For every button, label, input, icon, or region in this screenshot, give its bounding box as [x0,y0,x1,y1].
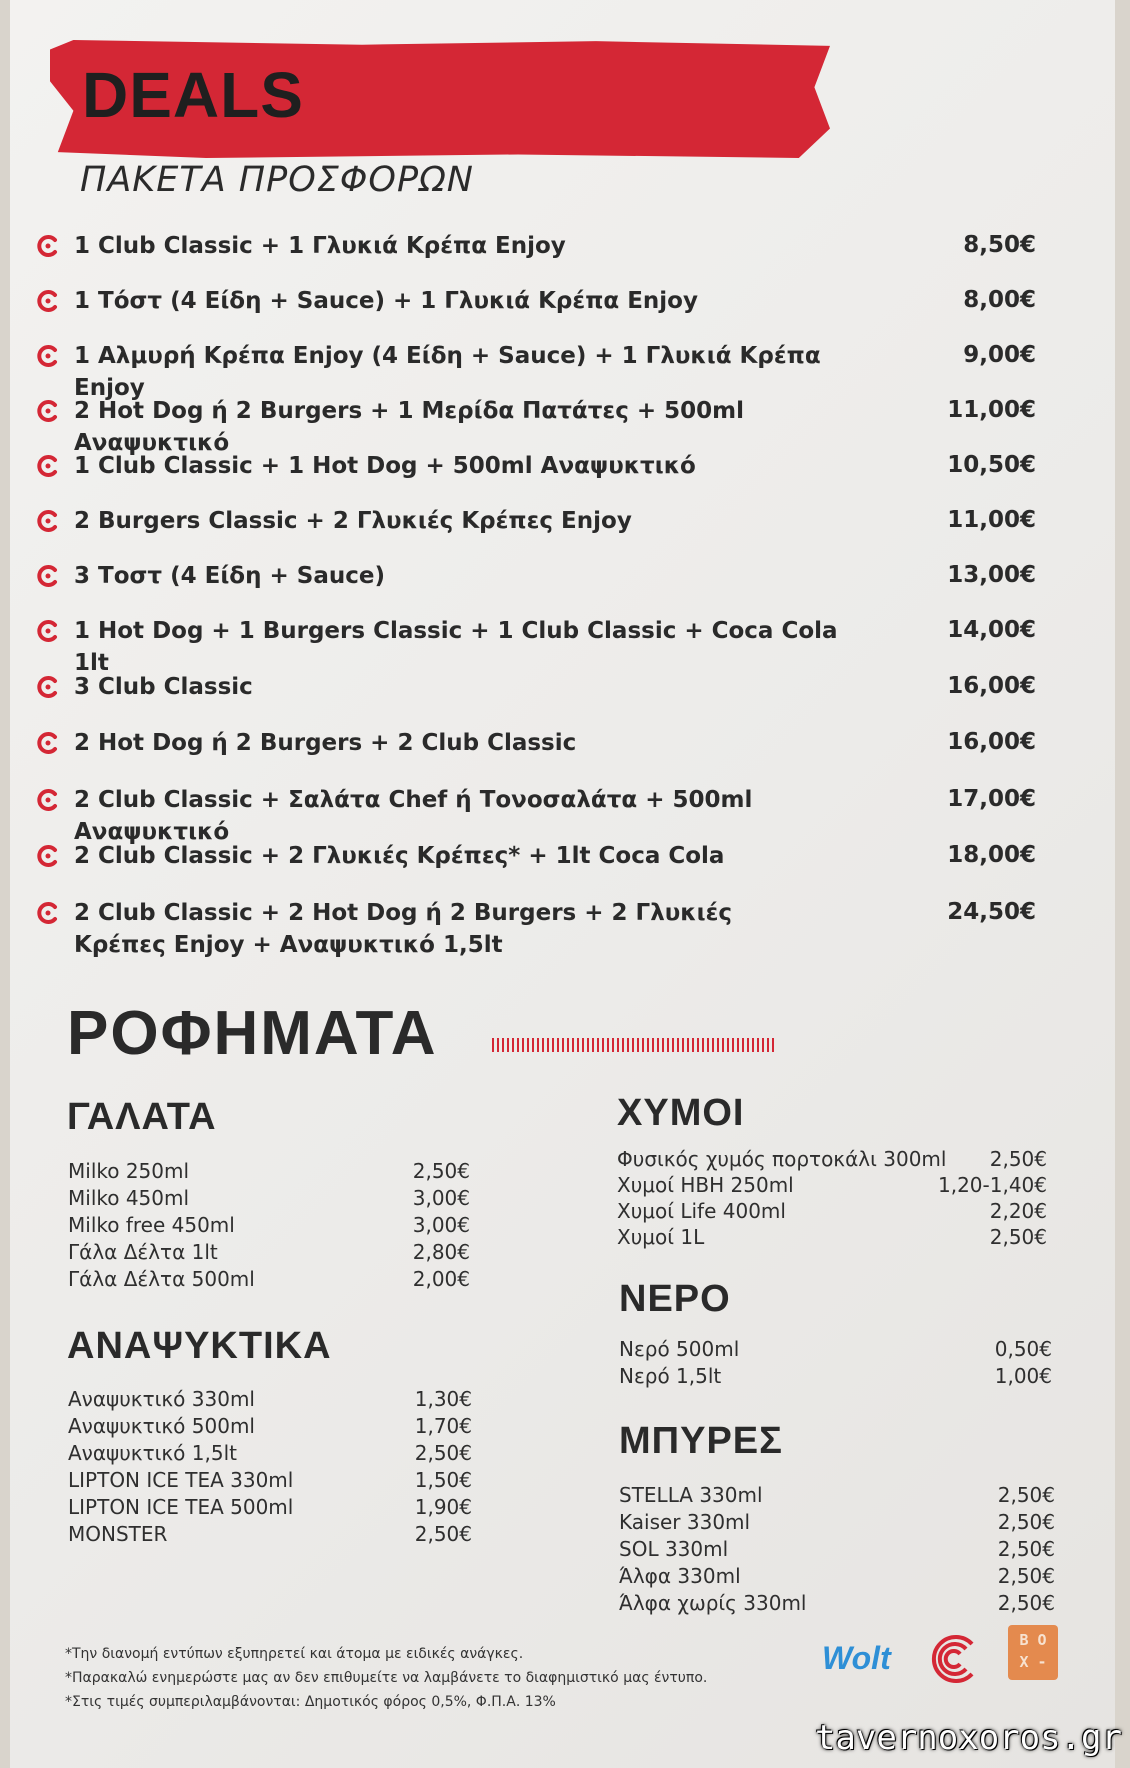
brand-c-logo-icon [926,1630,984,1688]
drink-item [68,1440,472,1467]
deal-price: 24,50€ [947,899,1036,925]
drink-price: 2,50€ [997,1591,1055,1615]
deal-price: 8,50€ [963,232,1036,258]
deal-price: 11,00€ [947,397,1036,423]
drink-item [617,1172,1047,1199]
deal-price: 11,00€ [947,507,1036,533]
deal-item [36,501,1046,541]
drink-name: Γάλα Δέλτα 1lt [68,1240,218,1264]
deal-price: 9,00€ [963,342,1036,368]
box-logo: B O X - [1008,1625,1058,1680]
drink-name: STELLA 330ml [619,1483,763,1507]
red-c-logo-icon [36,234,60,258]
drink-price: 2,50€ [414,1441,472,1465]
water-title: ΝΕΡΟ [619,1278,731,1320]
deal-name: 2 Club Classic + Σαλάτα Chef ή Τονοσαλάτα + 500ml Αναψυκτικό [74,787,753,845]
drink-price: 2,50€ [414,1522,472,1546]
red-c-logo-icon [36,731,60,755]
drink-price: 2,50€ [997,1483,1055,1507]
deal-item [36,556,1046,596]
deal-item [36,226,1046,266]
drink-price: 2,50€ [997,1564,1055,1588]
drink-name: Άλφα 330ml [619,1564,741,1588]
drink-price: 0,50€ [994,1337,1052,1361]
deal-name: 2 Hot Dog ή 2 Burgers + 2 Club Classic [74,730,577,756]
deal-price: 17,00€ [947,786,1036,812]
deal-name: 2 Burgers Classic + 2 Γλυκιές Κρέπες Enjoy [74,508,632,534]
drink-name: Χυμοί Life 400ml [617,1199,786,1223]
drink-item [617,1224,1047,1251]
deal-price: 16,00€ [947,673,1036,699]
deal-item [36,893,1046,958]
drink-price: 2,50€ [997,1537,1055,1561]
drink-item [68,1185,470,1212]
watermark: tavernoxoros.gr [814,1718,1122,1758]
drink-price: 3,00€ [412,1186,470,1210]
footnote: *Στις τιμές συμπεριλαμβάνονται: Δημοτικός φόρος 0,5%, Φ.Π.Α. 13% [65,1694,556,1710]
deal-item [36,336,1046,401]
deal-price: 13,00€ [947,562,1036,588]
deal-item [36,281,1046,321]
drink-price: 1,30€ [414,1387,472,1411]
drink-price: 2,50€ [989,1147,1047,1171]
deal-item [36,836,1046,876]
drink-name: LIPTON ICE TEA 500ml [68,1495,294,1519]
deal-name: 1 Αλμυρή Κρέπα Enjoy (4 Είδη + Sauce) + 1 Γλυκιά Κρέπα Enjoy [74,343,821,401]
red-c-logo-icon [36,289,60,313]
drink-item [68,1212,470,1239]
deals-title: DEALS [82,59,304,131]
footnote: *Παρακαλώ ενημερώστε μας αν δεν επιθυμείτε να λαμβάνετε το διαφημιστικό μας έντυπο. [65,1670,708,1686]
drinks-title: ΡΟΦΗΜΑΤΑ [67,999,438,1068]
red-c-logo-icon [36,675,60,699]
drink-item [619,1509,1055,1536]
drink-name: Milko free 450ml [68,1213,235,1237]
red-c-logo-icon [36,844,60,868]
drink-item [617,1198,1047,1225]
drink-price: 2,00€ [412,1267,470,1291]
drink-price: 1,50€ [414,1468,472,1492]
drink-item [617,1146,1047,1173]
deal-price: 16,00€ [947,729,1036,755]
drink-name: Milko 250ml [68,1159,190,1183]
red-c-logo-icon [36,788,60,812]
deal-item [36,446,1046,486]
drink-item [68,1413,472,1440]
decorative-hatch [492,1038,775,1052]
drink-item [68,1386,472,1413]
deal-price: 18,00€ [947,842,1036,868]
footnote: *Την διανομή εντύπων εξυπηρετεί και άτομα με ειδικές ανάγκες. [65,1646,524,1662]
drink-price: 2,50€ [412,1159,470,1183]
drink-price: 1,00€ [994,1364,1052,1388]
drink-name: SOL 330ml [619,1537,729,1561]
drink-name: Νερό 500ml [619,1337,740,1361]
wolt-logo: Wolt [822,1640,891,1676]
drink-name: MONSTER [68,1522,168,1546]
drink-item [619,1590,1055,1617]
drink-name: LIPTON ICE TEA 330ml [68,1468,294,1492]
deal-price: 14,00€ [947,617,1036,643]
red-c-logo-icon [36,399,60,423]
deal-item [36,780,1046,845]
deal-name: 1 Τόστ (4 Είδη + Sauce) + 1 Γλυκιά Κρέπα Enjoy [74,288,698,314]
deal-name: 2 Club Classic + 2 Hot Dog ή 2 Burgers + 2 Γλυκιές Κρέπες Enjoy + Αναψυκτικό 1,5lt [74,900,733,958]
deal-item [36,611,1046,676]
milks-title: ΓΑΛΑΤΑ [67,1096,217,1138]
drink-price: 2,20€ [989,1199,1047,1223]
drink-item [68,1158,470,1185]
deal-item [36,723,1046,763]
drink-item [68,1467,472,1494]
drink-name: Άλφα χωρίς 330ml [619,1591,807,1615]
soft-drinks-title: ΑΝΑΨΥΚΤΙΚΑ [67,1325,332,1367]
deal-name: 1 Club Classic + 1 Γλυκιά Κρέπα Enjoy [74,233,566,259]
juices-title: ΧΥΜΟΙ [617,1092,745,1134]
drink-price: 2,50€ [997,1510,1055,1534]
deal-item [36,667,1046,707]
drink-name: Milko 450ml [68,1186,190,1210]
drink-item [619,1363,1052,1390]
red-c-logo-icon [36,619,60,643]
drink-name: Kaiser 330ml [619,1510,751,1534]
red-c-logo-icon [36,564,60,588]
deal-name: 1 Club Classic + 1 Hot Dog + 500ml Αναψυκτικό [74,453,696,479]
drink-item [68,1266,470,1293]
drink-name: Γάλα Δέλτα 500ml [68,1267,255,1291]
drink-price: 1,20-1,40€ [937,1173,1047,1197]
drink-name: Χυμοί ΗΒΗ 250ml [617,1173,794,1197]
drink-price: 1,70€ [414,1414,472,1438]
deal-item [36,391,1046,456]
deal-name: 2 Club Classic + 2 Γλυκιές Κρέπες* + 1lt Coca Cola [74,843,725,869]
drink-name: Φυσικός χυμός πορτοκάλι 300ml [617,1147,947,1171]
drink-item [619,1536,1055,1563]
red-c-logo-icon [36,344,60,368]
drink-item [619,1482,1055,1509]
drink-item [619,1563,1055,1590]
deal-name: 2 Hot Dog ή 2 Burgers + 1 Μερίδα Πατάτες + 500ml Αναψυκτικό [74,398,744,456]
drink-item [619,1336,1052,1363]
deal-name: 3 Τοστ (4 Είδη + Sauce) [74,563,385,589]
drink-price: 3,00€ [412,1213,470,1237]
drink-name: Νερό 1,5lt [619,1364,722,1388]
drink-item [68,1239,470,1266]
drink-name: Αναψυκτικό 330ml [68,1387,255,1411]
drink-name: Αναψυκτικό 500ml [68,1414,255,1438]
red-c-logo-icon [36,454,60,478]
deal-name: 3 Club Classic [74,674,253,700]
drink-name: Χυμοί 1L [617,1225,705,1249]
red-c-logo-icon [36,509,60,533]
deal-price: 10,50€ [947,452,1036,478]
beers-title: ΜΠΥΡΕΣ [619,1420,783,1462]
drink-price: 2,50€ [989,1225,1047,1249]
drink-price: 1,90€ [414,1495,472,1519]
red-c-logo-icon [36,901,60,925]
drink-item [68,1521,472,1548]
drink-name: Αναψυκτικό 1,5lt [68,1441,237,1465]
deals-subtitle: ΠΑΚΕΤΑ ΠΡΟΣΦΟΡΩΝ [80,160,474,200]
deal-name: 1 Hot Dog + 1 Burgers Classic + 1 Club Classic + Coca Cola 1lt [74,618,838,676]
drink-price: 2,80€ [412,1240,470,1264]
deal-price: 8,00€ [963,287,1036,313]
drink-item [68,1494,472,1521]
